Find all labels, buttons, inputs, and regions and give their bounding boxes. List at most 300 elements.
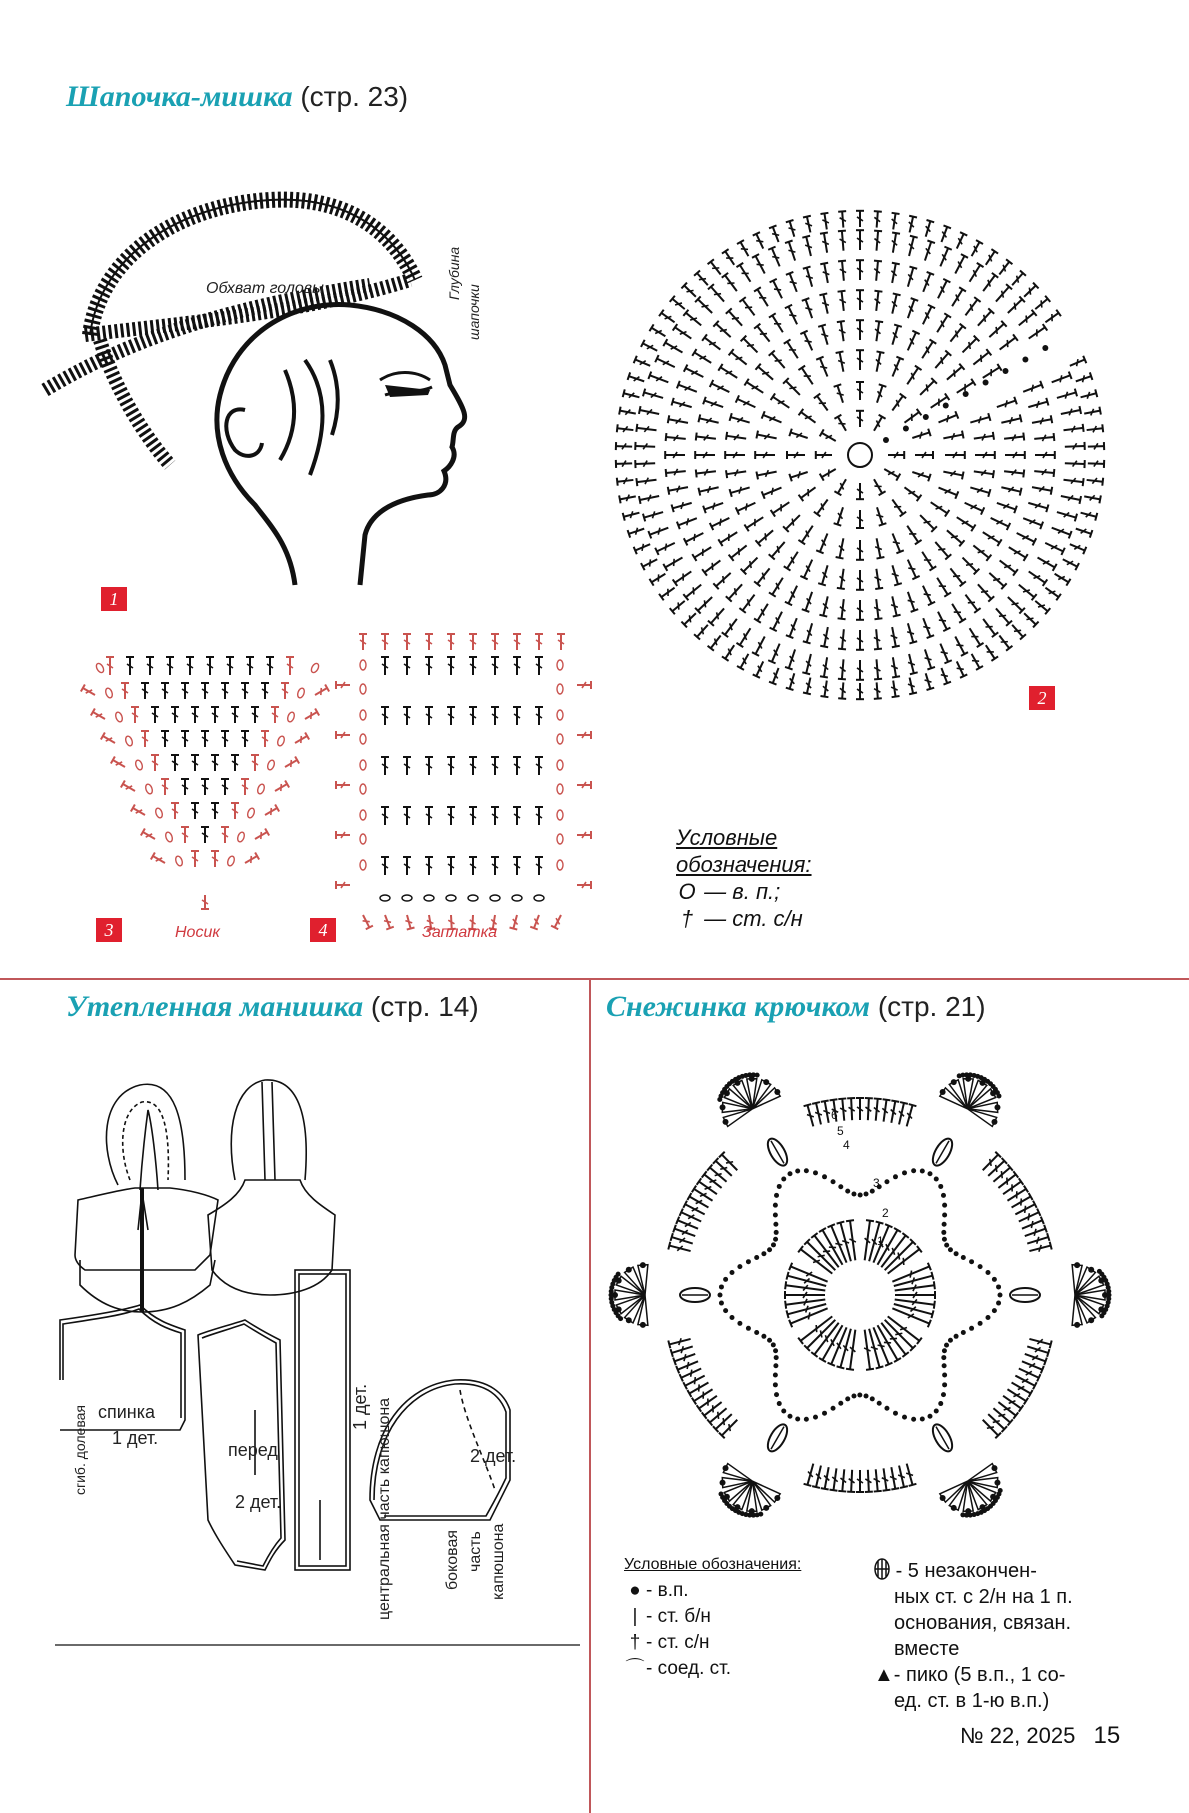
stitch-symbol <box>803 677 814 695</box>
stitch-symbol <box>251 707 259 723</box>
stitch-symbol <box>820 429 838 444</box>
stitch-symbol <box>769 667 782 685</box>
stitch-symbol <box>816 357 831 378</box>
stitch-symbol <box>769 351 788 371</box>
stitch-symbol <box>768 247 783 268</box>
stitch-symbol <box>1021 283 1038 300</box>
stitch-symbol <box>1022 381 1043 396</box>
stitch-symbol <box>816 532 831 553</box>
stitch-symbol <box>161 731 169 747</box>
stitch-symbol <box>425 707 433 725</box>
stitch-symbol <box>955 514 976 531</box>
stitch-symbol <box>789 429 809 442</box>
stitch-symbol <box>952 635 968 656</box>
stitch-symbol <box>672 499 693 512</box>
stitch-symbol <box>161 683 169 699</box>
stitch-symbol <box>181 683 189 699</box>
stitch-symbol <box>887 1466 899 1489</box>
stitch-symbol <box>535 857 543 875</box>
stitch-symbol <box>873 231 883 251</box>
stitch-symbol <box>997 334 1018 352</box>
page-number: 15 <box>1093 1722 1121 1749</box>
stitch-symbol <box>171 755 179 771</box>
hood-side-label-1: боковая <box>444 1529 461 1590</box>
stitch-symbol <box>802 298 816 319</box>
stitch-symbol <box>111 757 127 771</box>
legend-item-sc-text: - ст. б/н <box>646 1606 711 1627</box>
row-number-6: 6 <box>831 1108 838 1122</box>
stitch-symbol <box>856 570 864 590</box>
stitch-symbol <box>873 351 885 372</box>
hood-side-label-3: капюшона <box>490 1523 507 1600</box>
stitch-symbol <box>1009 270 1026 287</box>
stitch-symbol <box>726 432 747 443</box>
stitch-symbol <box>425 807 433 825</box>
stitch-symbol <box>491 707 499 725</box>
stitch-symbol <box>944 527 964 546</box>
stitch-symbol <box>996 1171 1018 1191</box>
stitch-symbol <box>837 321 848 342</box>
stitch-symbol <box>286 657 294 675</box>
stitch-symbol <box>975 308 994 328</box>
stitch-symbol <box>980 1417 1001 1438</box>
stitch-symbol <box>663 554 684 571</box>
row-number-4: 4 <box>843 1138 850 1152</box>
stitch-symbol <box>741 336 761 356</box>
stitch-symbol <box>668 1242 691 1255</box>
stitch-symbol <box>151 755 159 771</box>
stitch-symbol <box>403 657 411 675</box>
stitch-symbol <box>889 357 904 378</box>
stitch-symbol <box>762 411 783 426</box>
stitch-symbol <box>695 594 715 613</box>
stitch-symbol <box>628 372 646 385</box>
stitch-symbol <box>221 827 229 843</box>
stitch-symbol <box>971 349 991 368</box>
stitch-symbol <box>1056 508 1077 521</box>
stitch-symbol <box>730 484 751 497</box>
legend-item-slip-text: - соед. ст. <box>646 1658 732 1679</box>
stitch-symbol <box>856 510 864 528</box>
stitch-symbol <box>856 630 864 650</box>
stitch-symbol <box>151 707 159 723</box>
stitch-symbol <box>359 634 367 650</box>
stitch-symbol <box>425 857 433 875</box>
stitch-symbol <box>692 349 713 366</box>
hat-legend-item-chain <box>676 878 812 905</box>
stitch-symbol <box>1005 594 1025 613</box>
stitch-symbol <box>665 451 685 459</box>
figure-4-badge: 4 <box>310 918 336 942</box>
stitch-symbol <box>919 617 934 638</box>
stitch-symbol <box>1086 424 1103 434</box>
stitch-symbol <box>668 1335 691 1348</box>
stitch-symbol <box>201 895 209 909</box>
chain-symbol <box>296 687 305 698</box>
stitch-symbol <box>181 731 189 747</box>
stitch-symbol <box>663 339 684 356</box>
stitch-symbol <box>785 305 801 326</box>
stitch-symbol <box>513 657 521 675</box>
chain-symbol <box>557 810 563 820</box>
stitch-symbol <box>904 298 918 319</box>
stitch-symbol <box>873 538 885 559</box>
stitch-symbol <box>1007 544 1028 561</box>
stitch-symbol <box>987 570 1007 589</box>
stitch-symbol <box>838 291 848 312</box>
stitch-symbol <box>947 324 966 344</box>
stitch-symbol <box>1065 442 1085 451</box>
stitch-symbol <box>755 451 775 459</box>
stitch-symbol <box>695 451 715 459</box>
stitch-symbol <box>683 310 703 329</box>
stitch-symbol <box>695 296 715 315</box>
stitch-symbol <box>834 506 847 526</box>
stitch-symbol <box>789 468 809 481</box>
stitch-symbol <box>847 1098 856 1120</box>
stitch-symbol <box>783 378 803 398</box>
legend-cluster-text-2: ных ст. с 2/н на 1 п. <box>894 1586 1073 1608</box>
stitch-symbol <box>820 466 838 481</box>
chain-symbol <box>124 735 133 746</box>
stitch-symbol <box>804 1463 818 1486</box>
stitch-symbol <box>639 406 660 418</box>
stitch-symbol <box>932 351 951 371</box>
chain-symbol <box>446 895 456 901</box>
stitch-symbol <box>381 634 389 650</box>
stitch-symbol <box>836 538 848 559</box>
stitch-symbol <box>697 1178 720 1197</box>
stitch-symbol <box>283 757 299 771</box>
stitch-symbol <box>713 1411 735 1432</box>
stitch-symbol <box>786 220 798 238</box>
stitch-symbol <box>1001 1178 1024 1197</box>
stitch-symbol <box>836 351 848 372</box>
stitch-symbol <box>952 254 968 275</box>
stitch-symbol <box>889 657 900 678</box>
snowflake-legend-heading: Условные обозначения: <box>624 1556 802 1573</box>
stitch-symbol <box>762 484 783 499</box>
stitch-symbol <box>616 442 632 451</box>
chain-symbol <box>310 662 320 674</box>
hat-page-ref: (стр. 23) <box>300 81 409 112</box>
stitch-symbol <box>783 512 803 532</box>
issue-number: № 22, 2025 <box>960 1723 1076 1748</box>
stitch-symbol <box>702 334 723 352</box>
stitch-symbol <box>991 1164 1013 1184</box>
stitch-symbol <box>975 582 994 602</box>
stitch-symbol <box>921 241 935 262</box>
stitch-symbol <box>989 514 1010 530</box>
stitch-symbol <box>785 241 799 262</box>
stitch-symbol <box>812 1465 825 1488</box>
stitch-symbol <box>403 857 411 875</box>
stitch-symbol <box>703 397 724 411</box>
stitch-symbol <box>636 476 657 486</box>
stitch-symbol <box>694 270 711 287</box>
stitch-symbol <box>889 532 904 553</box>
stitch-symbol <box>982 643 998 661</box>
legend-item-chain-text: - в.п. <box>646 1580 689 1601</box>
stitch-symbol <box>872 291 882 312</box>
stitch-symbol <box>447 657 455 675</box>
stitch-symbol <box>904 523 922 544</box>
stitch-symbol <box>944 364 964 383</box>
stitch-symbol <box>785 1291 825 1299</box>
chain-symbol <box>424 895 434 901</box>
stitch-symbol <box>753 660 767 678</box>
stitch-symbol <box>1063 424 1084 434</box>
stitch-symbol <box>677 381 698 396</box>
stitch-symbol <box>803 216 814 234</box>
stitch-symbol <box>1031 415 1052 427</box>
stitch-symbol <box>771 393 792 411</box>
legend-cluster-line-1 <box>874 1558 1073 1584</box>
stitch-symbol <box>847 1470 856 1492</box>
stitch-symbol <box>1016 310 1036 329</box>
stitch-symbol <box>856 1098 864 1120</box>
stitch-symbol <box>769 539 788 559</box>
stitch-symbol <box>513 757 521 775</box>
single-crochet-icon: | <box>632 1606 638 1627</box>
stitch-symbol <box>211 851 219 867</box>
stitch-symbol <box>692 544 713 561</box>
stitch-symbol <box>469 757 477 775</box>
stitch-symbol <box>491 657 499 675</box>
stitch-symbol <box>756 431 777 443</box>
stitch-symbol <box>856 350 864 370</box>
stitch-symbol <box>856 600 864 620</box>
stitch-symbol <box>802 236 815 257</box>
stitch-symbol <box>1068 356 1086 370</box>
stitch-symbol <box>577 831 591 839</box>
stitch-symbol <box>904 331 920 352</box>
double-crochet-icon: † <box>629 1632 641 1653</box>
stitch-symbol <box>722 249 738 267</box>
chain-symbol <box>246 807 255 818</box>
stitch-symbol <box>1088 459 1104 468</box>
stitch-symbol <box>703 499 724 513</box>
stitch-symbol <box>1063 476 1084 486</box>
stitch-symbol <box>903 1104 917 1127</box>
stitch-symbol <box>1050 372 1071 387</box>
picot-icon: ▲ <box>874 1664 894 1686</box>
stitch-symbol <box>211 755 219 771</box>
stitch-symbol <box>1005 451 1025 459</box>
stitch-symbol <box>838 261 848 281</box>
stitch-symbol <box>381 857 389 875</box>
legend-item-dc-text: - ст. с/н <box>646 1632 710 1653</box>
stitch-symbol <box>785 584 801 605</box>
chain-symbol <box>95 662 105 674</box>
stitch-symbol <box>616 459 632 468</box>
stitch-symbol <box>919 272 934 293</box>
stitch-symbol <box>888 293 900 314</box>
chain-symbol <box>557 834 563 844</box>
stitch-symbol <box>231 707 239 723</box>
stitch-symbol <box>403 757 411 775</box>
stitch-symbol <box>648 372 669 387</box>
stitch-symbol <box>969 413 990 426</box>
legend-picot-text-2: ед. ст. в 1-ю в.п.) <box>894 1690 1050 1712</box>
stitch-symbol <box>975 451 995 459</box>
stitch-symbol <box>261 731 269 747</box>
stitch-symbol <box>856 211 864 227</box>
chain-symbol <box>360 684 366 694</box>
chain-symbol <box>557 710 563 720</box>
stitch-symbol <box>934 610 950 631</box>
stitch-symbol <box>906 677 917 695</box>
stitch-symbol <box>696 467 717 477</box>
stitch-symbol <box>381 707 389 725</box>
stitch-symbol <box>960 555 980 575</box>
stitch-symbol <box>947 566 966 586</box>
stitch-symbol <box>221 731 229 747</box>
stitch-symbol <box>856 1470 864 1492</box>
stitch-symbol <box>722 273 740 294</box>
stitch-symbol <box>201 731 209 747</box>
page-footer <box>960 1722 1120 1750</box>
stitch-symbol <box>861 1220 874 1261</box>
stitch-symbol <box>838 659 848 679</box>
stitch-symbol <box>818 564 831 585</box>
stitch-symbol <box>838 629 848 649</box>
nose-caption: Носик <box>175 924 220 941</box>
stitch-symbol <box>263 805 279 819</box>
stitch-symbol <box>577 781 591 789</box>
stitch-symbol <box>872 321 883 342</box>
stitch-symbol <box>694 622 711 639</box>
legend-cluster-text-3: основания, связан. <box>894 1612 1072 1634</box>
stitch-symbol <box>856 660 864 680</box>
front-piece-label: перед <box>228 1440 278 1460</box>
stitch-symbol <box>871 415 886 433</box>
stitch-symbol <box>752 635 768 656</box>
stitch-symbol <box>905 653 918 674</box>
stitch-symbol <box>902 484 921 501</box>
stitch-symbol <box>1001 1392 1024 1411</box>
stitch-symbol <box>535 657 543 675</box>
chain-symbol <box>134 759 143 770</box>
stitch-symbol <box>1026 568 1047 586</box>
stitch-symbol <box>921 648 935 669</box>
patch-caption: Заплатка <box>422 924 498 941</box>
stitch-symbol <box>635 459 655 468</box>
stitch-symbol <box>799 484 818 501</box>
stitch-symbol <box>888 451 904 459</box>
dickey-section-title <box>66 990 479 1024</box>
stitch-symbol <box>889 232 900 253</box>
stitch-symbol <box>666 467 686 477</box>
stitch-symbol <box>838 682 847 699</box>
stitch-symbol <box>798 523 816 544</box>
stitch-symbol <box>922 672 934 690</box>
stitch-symbol <box>904 591 918 612</box>
patch-crochet-chart <box>345 630 590 920</box>
stitch-symbol <box>403 807 411 825</box>
stitch-symbol <box>725 451 745 459</box>
stitch-symbol <box>888 626 900 647</box>
stitch-symbol <box>1088 442 1104 451</box>
stitch-symbol <box>530 914 542 930</box>
stitch-symbol <box>739 592 757 613</box>
stitch-symbol <box>696 433 717 443</box>
stitch-symbol <box>864 1470 873 1492</box>
stitch-symbol <box>718 364 739 381</box>
stitch-symbol <box>491 634 499 650</box>
stitch-symbol <box>820 232 831 253</box>
stitch-symbol <box>785 648 799 669</box>
chain-symbol <box>276 735 285 746</box>
stitch-symbol <box>710 380 731 396</box>
chain-symbol <box>380 895 390 901</box>
stitch-symbol <box>1005 1386 1028 1405</box>
stitch-symbol <box>577 881 591 889</box>
stitch-symbol <box>1004 467 1025 477</box>
stitch-symbol <box>770 279 786 300</box>
chain-symbol <box>468 895 478 901</box>
stitch-symbol <box>266 657 274 675</box>
stitch-symbol <box>226 657 234 675</box>
stitch-symbol <box>820 626 832 647</box>
row-number-1: 1 <box>877 1234 884 1248</box>
stitch-symbol <box>1068 540 1086 554</box>
stitch-symbol <box>672 398 693 411</box>
stitch-symbol <box>1016 582 1036 601</box>
stitch-symbol <box>293 733 309 747</box>
stitch-symbol <box>934 576 951 597</box>
stitch-symbol <box>191 851 199 867</box>
stitch-symbol <box>1083 407 1100 418</box>
stitch-symbol <box>987 321 1007 340</box>
stitch-symbol <box>736 499 757 515</box>
stitch-symbol <box>911 429 931 442</box>
stitch-symbol <box>535 807 543 825</box>
stitch-symbol <box>171 803 179 819</box>
stitch-symbol <box>838 231 848 251</box>
stitch-symbol <box>241 731 249 747</box>
hood-side-qty: 2 дет. <box>470 1446 517 1466</box>
stitch-symbol <box>303 709 319 723</box>
stitch-symbol <box>737 652 752 670</box>
stitch-symbol <box>648 524 669 539</box>
stitch-symbol <box>973 432 994 443</box>
stitch-symbol <box>838 211 847 228</box>
dickey-page-ref: (стр. 14) <box>370 991 479 1022</box>
stitch-symbol <box>834 477 849 495</box>
stitch-symbol <box>846 1329 859 1370</box>
stitch-symbol <box>889 213 899 230</box>
stitch-symbol <box>1026 324 1047 342</box>
legend-cluster-text-4: вместе <box>894 1638 960 1660</box>
stitch-symbol <box>838 1469 848 1492</box>
stitch-symbol <box>221 683 229 699</box>
stitch-symbol <box>101 733 117 747</box>
stitch-symbol <box>980 1152 1001 1173</box>
stitch-symbol <box>784 550 801 571</box>
stitch-symbol <box>577 681 591 689</box>
stitch-symbol <box>919 584 935 605</box>
stitch-symbol <box>906 216 917 234</box>
stitch-symbol <box>872 1098 882 1121</box>
stitch-symbol <box>889 325 902 346</box>
stitch-symbol <box>1065 459 1085 468</box>
hat-legend <box>676 824 812 932</box>
stitch-symbol <box>713 321 733 340</box>
back-piece-label: спинка <box>98 1402 156 1422</box>
stitch-symbol <box>655 355 676 371</box>
stitch-symbol <box>904 267 917 288</box>
